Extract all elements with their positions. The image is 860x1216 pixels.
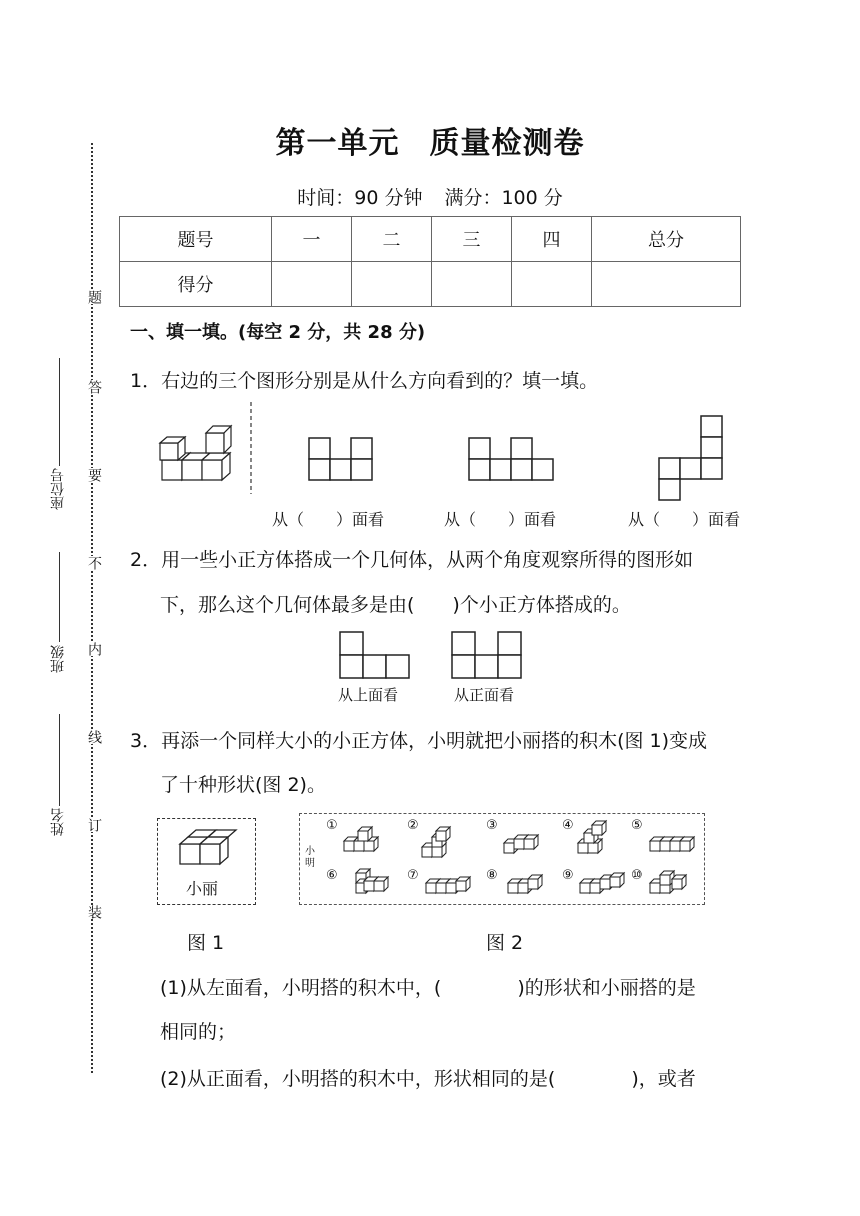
score-cell-header: 题号 bbox=[120, 217, 272, 262]
q1-view-c-grid bbox=[658, 415, 724, 501]
shape-number-1: ① bbox=[326, 818, 338, 833]
name-label: 姓名 bbox=[50, 808, 66, 836]
margin-char-zhuang: 装 bbox=[82, 905, 102, 919]
fig2-caption: 图 2 bbox=[486, 932, 524, 954]
exam-info bbox=[0, 183, 860, 210]
q1-view-a-grid bbox=[308, 437, 374, 481]
title-test: 质量检测卷 bbox=[429, 126, 585, 161]
score-cell-blank[interactable] bbox=[272, 262, 352, 307]
score-cell-blank[interactable] bbox=[352, 262, 432, 307]
q1-dashed-separator bbox=[250, 402, 252, 494]
shape-number-8: ⑧ bbox=[486, 868, 498, 883]
score-table-score-row bbox=[120, 262, 741, 307]
full-score: 满分：100 分 bbox=[444, 187, 563, 209]
score-cell-header: 总分 bbox=[592, 217, 741, 262]
fig1-caption: 图 1 bbox=[187, 932, 225, 954]
score-cell-header: 三 bbox=[432, 217, 512, 262]
shape-number-9: ⑨ bbox=[562, 868, 574, 883]
score-cell-blank[interactable] bbox=[592, 262, 741, 307]
q1-3d-cube-stack bbox=[150, 418, 240, 490]
score-cell-blank[interactable] bbox=[512, 262, 592, 307]
q3-line2: 了十种形状(图 2)。 bbox=[160, 774, 326, 796]
seat-number-blank bbox=[59, 358, 60, 466]
shape-number-6: ⑥ bbox=[326, 868, 338, 883]
fig2-cube-shapes bbox=[300, 813, 705, 905]
margin-char-ti: 题 bbox=[82, 290, 102, 304]
margin-char-ding: 订 bbox=[82, 818, 102, 832]
section1-heading: 一、填一填。(每空 2 分，共 28 分) bbox=[130, 322, 426, 343]
q1-text: 1．右边的三个图形分别是从什么方向看到的？填一填。 bbox=[130, 370, 599, 392]
fig2-xiaoming-label: 小明 bbox=[305, 846, 315, 869]
margin-char-nei: 内 bbox=[82, 642, 102, 656]
class-blank bbox=[59, 552, 60, 642]
fig1-xiaoli-cubes bbox=[178, 827, 238, 869]
shape-number-2: ② bbox=[407, 818, 419, 833]
q2-line2: 下，那么这个几何体最多是由( )个小正方体搭成的。 bbox=[160, 594, 631, 616]
title-unit: 第一单元 bbox=[275, 126, 400, 161]
fig1-xiaoli-label: 小丽 bbox=[186, 879, 219, 898]
seat-number-label: 座位号 bbox=[50, 468, 66, 510]
q2-caption-front: 从正面看 bbox=[454, 686, 515, 704]
class-label: 班级 bbox=[50, 645, 66, 673]
margin-char-bu: 不 bbox=[82, 556, 102, 570]
score-row-label: 得分 bbox=[120, 262, 272, 307]
q1-caption-a: 从（ ）面看 bbox=[272, 510, 385, 529]
q3-sub1-line2: 相同的； bbox=[160, 1021, 237, 1043]
score-cell-blank[interactable] bbox=[432, 262, 512, 307]
score-table bbox=[119, 216, 741, 307]
q3-sub2-line1: (2)从正面看，小明搭的积木中，形状相同的是( )，或者 bbox=[160, 1068, 696, 1090]
margin-char-da: 答 bbox=[82, 380, 102, 394]
name-blank bbox=[59, 714, 60, 806]
score-cell-header: 二 bbox=[352, 217, 432, 262]
q3-sub1-line1: (1)从左面看，小明搭的积木中，( )的形状和小丽搭的是 bbox=[160, 977, 696, 999]
shape-number-3: ③ bbox=[486, 818, 498, 833]
binding-dotted-line bbox=[91, 143, 93, 1073]
margin-char-xian: 线 bbox=[82, 730, 102, 744]
shape-number-10: ⑩ bbox=[631, 868, 643, 883]
shape-number-5: ⑤ bbox=[631, 818, 643, 833]
score-cell-header: 四 bbox=[512, 217, 592, 262]
shape-number-7: ⑦ bbox=[407, 868, 419, 883]
shape-number-4: ④ bbox=[562, 818, 574, 833]
q2-front-view-grid bbox=[451, 631, 523, 679]
q2-caption-top: 从上面看 bbox=[338, 686, 399, 704]
time-limit: 时间：90 分钟 bbox=[297, 187, 423, 209]
page-title bbox=[0, 118, 860, 162]
q1-caption-b: 从（ ）面看 bbox=[444, 510, 557, 529]
q1-view-b-grid bbox=[468, 437, 554, 481]
q3-line1: 3．再添一个同样大小的小正方体，小明就把小丽搭的积木(图 1)变成 bbox=[130, 730, 708, 752]
q2-line1: 2．用一些小正方体搭成一个几何体，从两个角度观察所得的图形如 bbox=[130, 549, 694, 571]
score-table-header-row bbox=[120, 217, 741, 262]
margin-char-yao: 要 bbox=[82, 468, 102, 482]
score-cell-header: 一 bbox=[272, 217, 352, 262]
q2-top-view-grid bbox=[339, 631, 411, 679]
q1-caption-c: 从（ ）面看 bbox=[628, 510, 741, 529]
